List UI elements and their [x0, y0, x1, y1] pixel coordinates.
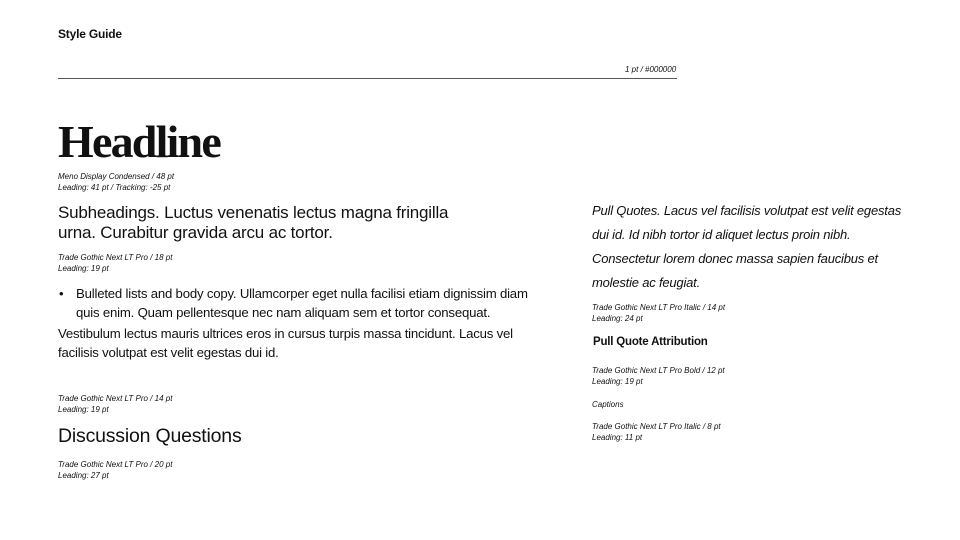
- captions-spec: [592, 421, 721, 443]
- subheading-spec: [58, 252, 172, 274]
- rule-note: 1 pt / #000000: [625, 65, 677, 74]
- body-sample: [58, 284, 536, 362]
- headline-spec-font: Meno Display Condensed / 48 pt: [58, 172, 175, 181]
- headline-spec-leading: Leading: 41 pt / Tracking: -25 pt: [58, 183, 171, 192]
- captions-sample: Captions: [592, 400, 624, 409]
- bullet-item: [58, 284, 536, 322]
- attribution-spec-leading: Leading: 19 pt: [592, 377, 643, 386]
- pull-quote-spec-font: Trade Gothic Next LT Pro Italic / 14 pt: [592, 303, 726, 312]
- discussion-sample: Discussion Questions: [58, 425, 242, 447]
- body-paragraph: Vestibulum lectus mauris ultrices eros in cursus turpis massa tincidunt. Lacus vel facilisis volutpat est velit egestas dui id.: [58, 326, 513, 360]
- subheading-sample: Subheadings. Luctus venenatis lectus magna fringilla urna. Curabitur gravida arcu ac tortor.: [58, 203, 449, 242]
- bullet-list: [58, 284, 536, 322]
- subheading-spec-font: Trade Gothic Next LT Pro / 18 pt: [58, 253, 173, 262]
- body-spec-font: Trade Gothic Next LT Pro / 14 pt: [58, 394, 173, 403]
- headline-spec: [58, 171, 174, 193]
- pull-quote-spec-leading: Leading: 24 pt: [592, 314, 643, 323]
- attribution-spec: [592, 365, 725, 387]
- subheading-spec-leading: Leading: 19 pt: [58, 264, 109, 273]
- captions-spec-leading: Leading: 11 pt: [592, 433, 643, 442]
- attribution-sample: Pull Quote Attribution: [593, 336, 708, 348]
- pull-quote-spec: [592, 302, 725, 324]
- header-rule: [58, 78, 677, 79]
- bullet-dot-icon: •: [59, 286, 64, 301]
- body-spec-leading: Leading: 19 pt: [58, 405, 109, 414]
- discussion-spec-font: Trade Gothic Next LT Pro / 20 pt: [58, 460, 173, 469]
- discussion-spec: [58, 459, 172, 481]
- bullet-text: Bulleted lists and body copy. Ullamcorper eget nulla facilisi etiam dignissim diam quis enim. Quam pellentesque nec nam aliquam sem et tortor consequat.: [76, 286, 528, 320]
- body-spec: [58, 393, 172, 415]
- page-title: Style Guide: [58, 27, 122, 41]
- attribution-spec-font: Trade Gothic Next LT Pro Bold / 12 pt: [592, 366, 725, 375]
- headline-sample: Headline: [58, 116, 220, 167]
- discussion-spec-leading: Leading: 27 pt: [58, 471, 109, 480]
- captions-spec-font: Trade Gothic Next LT Pro Italic / 8 pt: [592, 422, 721, 431]
- pull-quote-sample: Pull Quotes. Lacus vel facilisis volutpat est velit egestas dui id. Id nibh tortor id aliquet lectus proin nibh. Consectetur lorem donec massa sapien faucibus et molestie ac feugiat.: [592, 203, 902, 290]
